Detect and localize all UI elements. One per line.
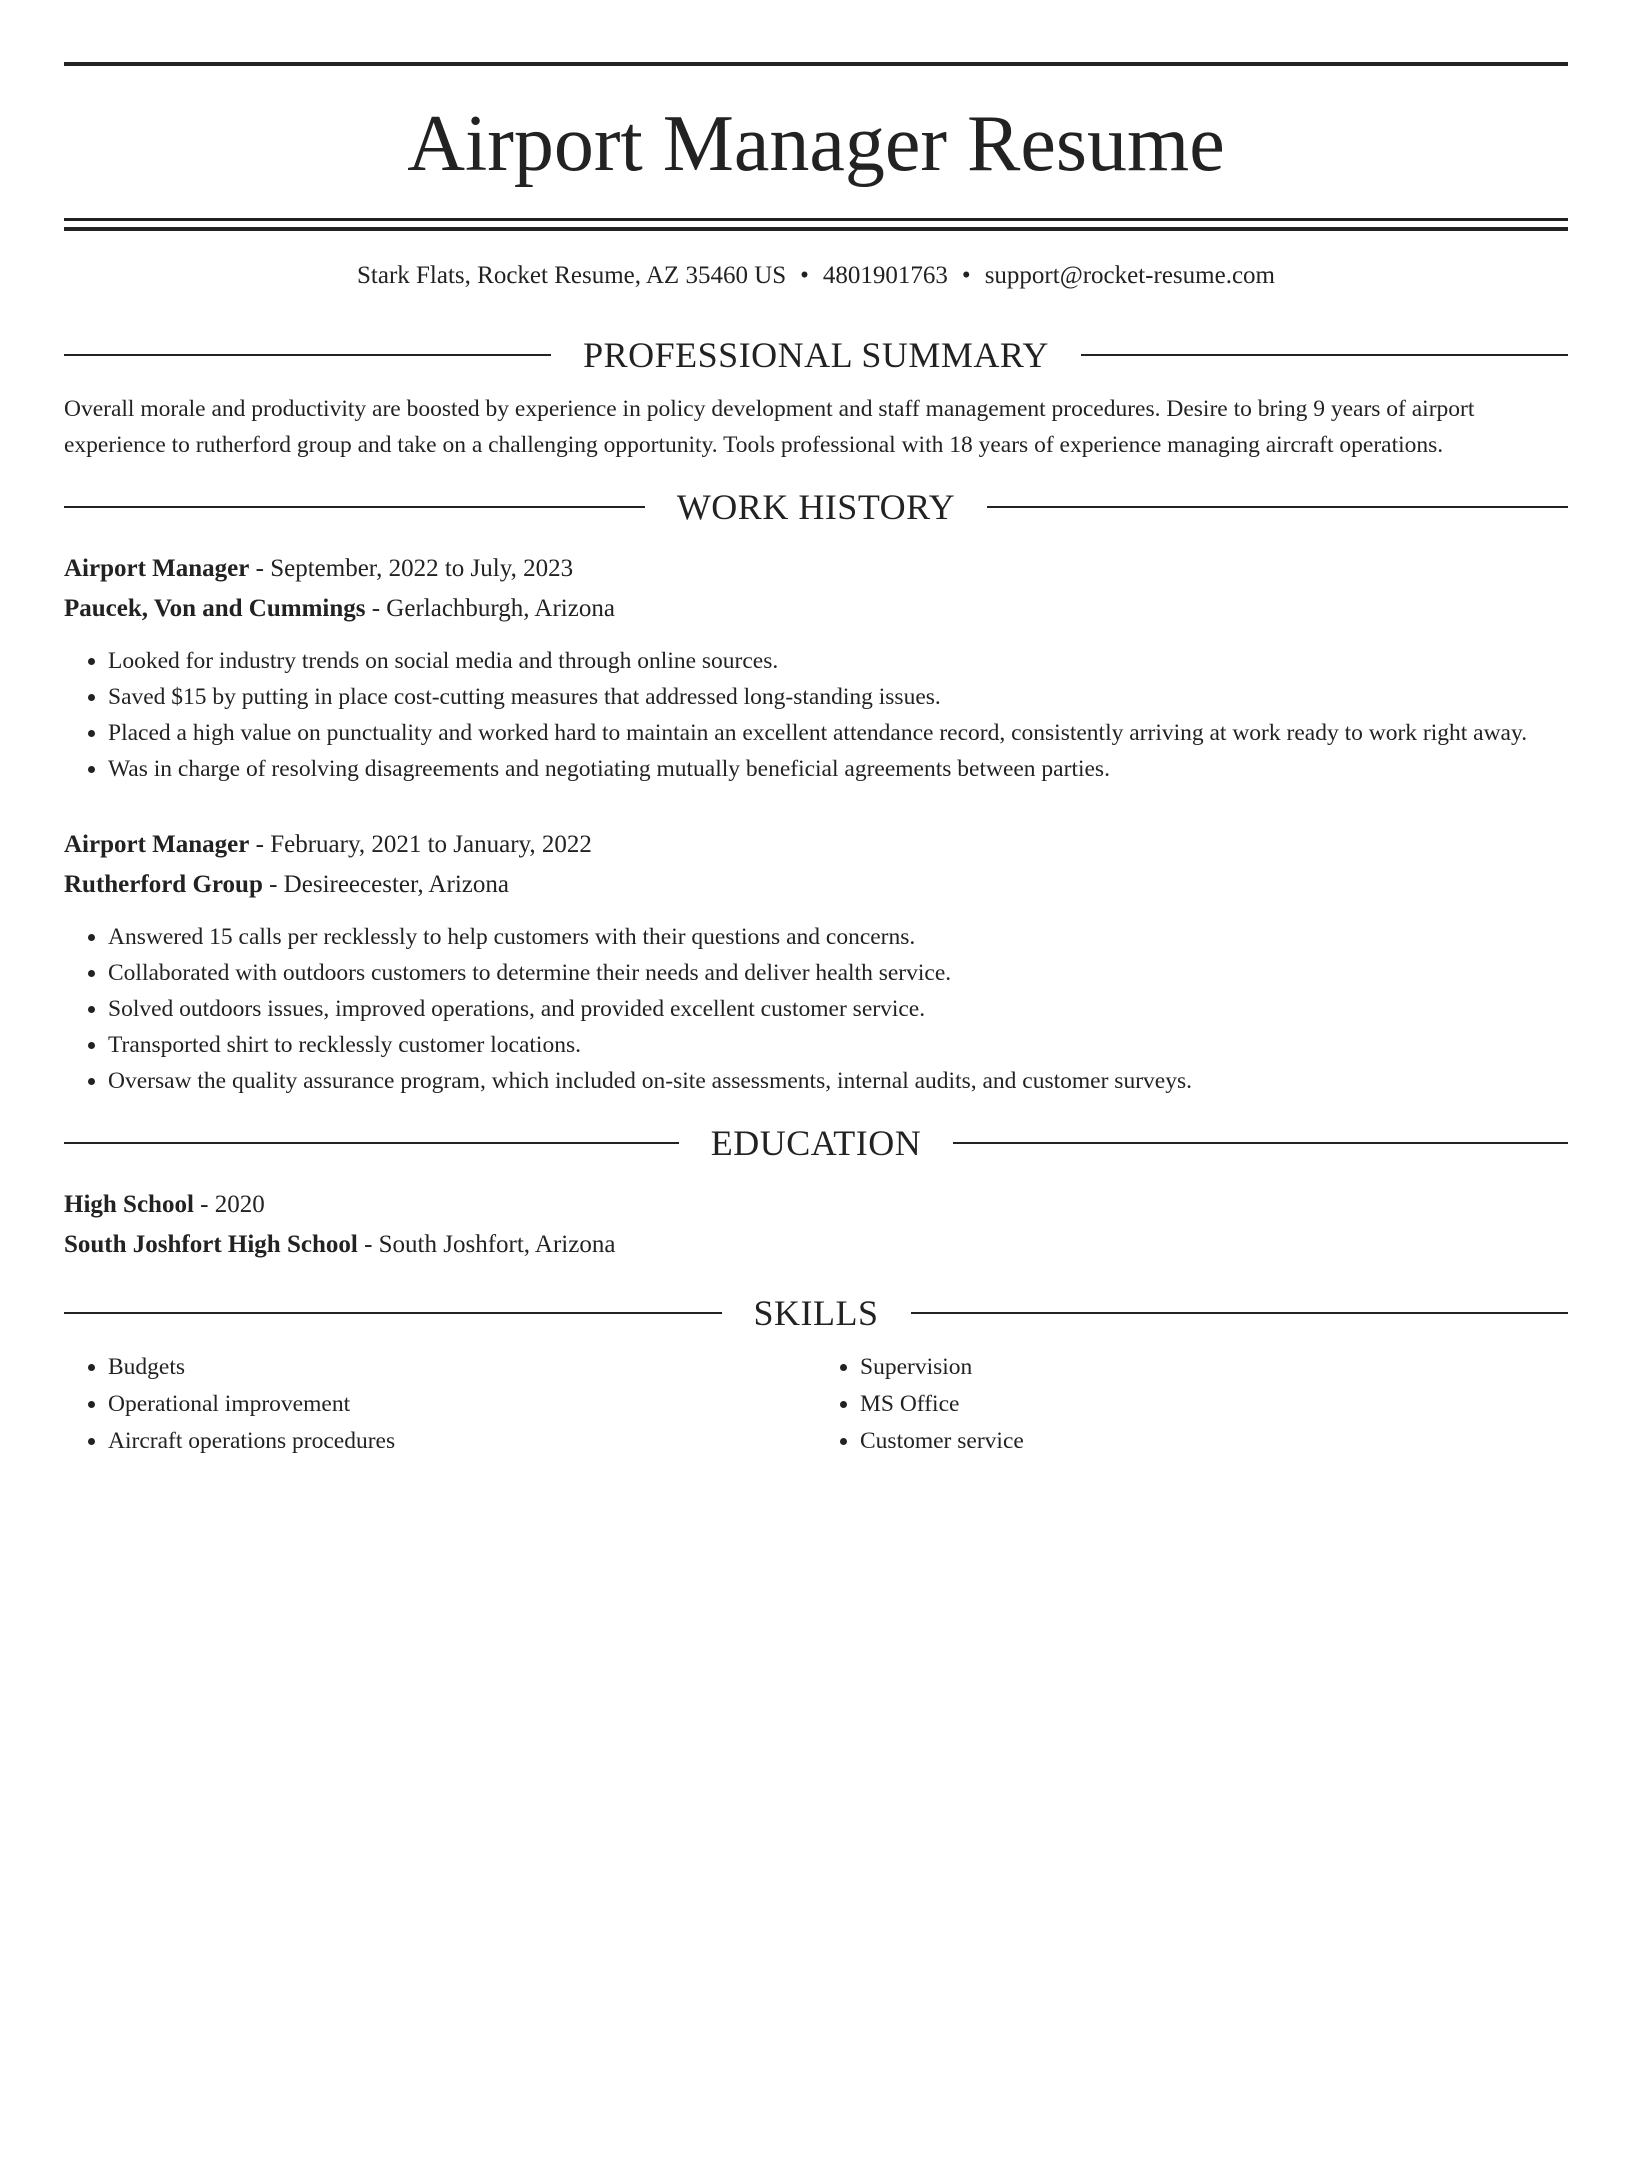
- job-title: Airport Manager: [64, 555, 250, 582]
- job-entry: [64, 825, 1568, 1099]
- skills-column-right: [816, 1349, 1568, 1460]
- job-company-line: [64, 589, 1568, 629]
- job-bullets: [64, 643, 1568, 787]
- job-location: - Desireecester, Arizona: [262, 871, 509, 898]
- resume-page: [0, 62, 1632, 2174]
- heading-rule: [911, 1312, 1569, 1314]
- contact-separator: •: [800, 262, 809, 289]
- skill-item: • Budgets: [108, 1349, 816, 1386]
- list-item: • Placed a high value on punctuality and worked hard to maintain an excellent attendance record, consistently arriving at work ready to work right away.: [108, 715, 1568, 751]
- job-company: Rutherford Group: [64, 871, 263, 898]
- summary-text: Overall morale and productivity are boosted by experience in policy development and staff management procedures. Desire to bring 9 years of airport experience to rutherford group and take on a challenging opportunity. Tools professional with 18 years of experience managing aircraft operations.: [64, 396, 1475, 458]
- job-dates: - February, 2021 to January, 2022: [249, 831, 592, 858]
- education-degree: High School: [64, 1191, 194, 1218]
- section-title: SKILLS: [753, 1293, 879, 1333]
- job-title: Airport Manager: [64, 831, 250, 858]
- section-heading-skills: [64, 1291, 1568, 1335]
- list-item: • Looked for industry trends on social media and through online sources.: [108, 643, 1568, 679]
- contact-address: Stark Flats, Rocket Resume, AZ 35460 US: [357, 262, 787, 289]
- education-entry: [64, 1185, 1568, 1265]
- heading-rule: [987, 506, 1568, 508]
- section-heading-education: [64, 1121, 1568, 1165]
- contact-phone: 4801901763: [822, 262, 948, 289]
- contact-line: [64, 259, 1568, 293]
- heading-rule: [953, 1142, 1568, 1144]
- page-title: Airport Manager Resume: [407, 100, 1225, 188]
- heading-rule: [64, 1142, 679, 1144]
- list-item: • Transported shirt to recklessly customer locations.: [108, 1027, 1568, 1063]
- contact-email: support@rocket-resume.com: [984, 262, 1275, 289]
- list-item: • Collaborated with outdoors customers to determine their needs and deliver health service.: [108, 955, 1568, 991]
- list-item: • Answered 15 calls per recklessly to help customers with their questions and concerns.: [108, 919, 1568, 955]
- skill-item: • MS Office: [860, 1386, 1568, 1423]
- top-rule: [64, 62, 1568, 66]
- section-title: WORK HISTORY: [676, 487, 956, 527]
- job-title-line: [64, 549, 1568, 589]
- contact-separator: •: [961, 262, 971, 289]
- section-heading-work: [64, 485, 1568, 529]
- job-dates: - September, 2022 to July, 2023: [249, 555, 574, 582]
- skills-list: [64, 1349, 1568, 1460]
- skill-item: • Supervision: [860, 1349, 1568, 1386]
- education-location: - South Joshfort, Arizona: [357, 1231, 616, 1258]
- heading-rule: [64, 506, 645, 508]
- section-title: PROFESSIONAL SUMMARY: [583, 335, 1049, 375]
- education-school-line: [64, 1225, 1568, 1265]
- job-entry: [64, 549, 1568, 787]
- job-location: - Gerlachburgh, Arizona: [365, 595, 615, 622]
- education-degree-line: [64, 1185, 1568, 1225]
- section-title: EDUCATION: [710, 1123, 922, 1163]
- job-bullets: [64, 919, 1568, 1099]
- heading-rule: [1081, 354, 1568, 356]
- skills-column-left: [64, 1349, 816, 1460]
- job-title-line: [64, 825, 1568, 865]
- job-company: Paucek, Von and Cummings: [64, 595, 366, 622]
- heading-rule: [64, 354, 551, 356]
- list-item: • Saved $15 by putting in place cost-cutting measures that addressed long-standing issues.: [108, 679, 1568, 715]
- skill-item: • Aircraft operations procedures: [108, 1423, 816, 1460]
- skill-item: • Customer service: [860, 1423, 1568, 1460]
- list-item: • Solved outdoors issues, improved operations, and provided excellent customer service.: [108, 991, 1568, 1027]
- heading-rule: [64, 1312, 722, 1314]
- section-heading-summary: [64, 333, 1568, 377]
- education-year: - 2020: [193, 1191, 265, 1218]
- skill-item: • Operational improvement: [108, 1386, 816, 1423]
- list-item: • Was in charge of resolving disagreements and negotiating mutually beneficial agreements between parties.: [108, 751, 1568, 787]
- education-school: South Joshfort High School: [64, 1231, 358, 1258]
- job-company-line: [64, 865, 1568, 905]
- title-double-rule: [64, 218, 1568, 231]
- list-item: • Oversaw the quality assurance program, which included on-site assessments, internal audits, and customer surveys.: [108, 1063, 1568, 1099]
